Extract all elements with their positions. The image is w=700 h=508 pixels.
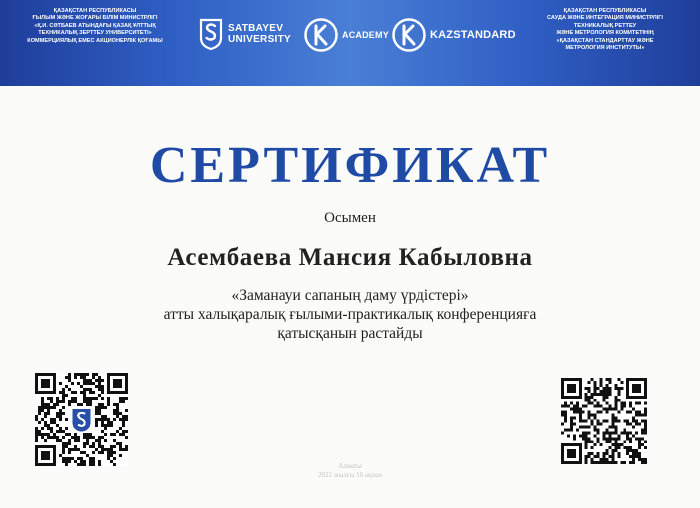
banner-right-line: ТЕХНИКАЛЫҚ РЕТТЕУ — [573, 22, 637, 29]
academy-k-circle-icon — [304, 18, 338, 52]
description-line: қатысқанын растайды — [277, 325, 423, 342]
satbayev-logo-text — [228, 23, 291, 45]
certificate-intro: Осымен — [324, 210, 376, 226]
satbayev-shield-icon — [198, 18, 224, 50]
banner-right-line: САУДА ЖӘНЕ ИНТЕГРАЦИЯ МИНИСТРЛІГІ — [547, 15, 663, 22]
footer-date: 2022 жылғы 10 ақпан — [318, 471, 382, 479]
header-banner — [0, 0, 700, 86]
footer-place-date — [0, 462, 700, 480]
academy-logo-text: ACADEMY — [342, 30, 389, 40]
kazstandard-logo — [392, 18, 516, 52]
qr-code-left — [35, 373, 128, 466]
description-line: «Заманауи сапаның даму үрдістері» — [231, 287, 469, 304]
banner-right-line: МЕТРОЛОГИЯ ИНСТИТУТЫ» — [565, 45, 645, 52]
certificate-title: СЕРТИФИКАТ — [149, 137, 551, 194]
satbayev-shield-icon — [68, 406, 95, 433]
satbayev-line2: UNIVERSITY — [228, 34, 292, 45]
banner-left-line: ТЕХНИКАЛЫҚ ЗЕРТТЕУ УНИВЕРСИТЕТІ» — [38, 30, 152, 37]
banner-left-line: ҚАЗАҚСТАН РЕСПУБЛИКАСЫ — [53, 8, 137, 14]
banner-right-line: «ҚАЗАҚСТАН СТАНДАРТТАУ ЖӘНЕ — [556, 37, 654, 44]
satbayev-logo — [198, 18, 291, 50]
satbayev-line1: SATBAYEV — [228, 23, 284, 34]
qr-code-right — [561, 378, 647, 464]
standards-institute-text — [526, 8, 684, 52]
description-line: атты халықаралық ғылыми-практикалық конференцияға — [163, 306, 537, 323]
kazstandard-k-circle-icon — [392, 18, 426, 52]
banner-left-line: «Қ.И. СӘТБАЕВ АТЫНДАҒЫ ҚАЗАҚ ҰЛТТЫҚ — [34, 22, 156, 29]
academy-logo — [304, 18, 389, 52]
kazstandard-logo-text: KAZSTANDARD — [430, 29, 516, 41]
banner-right-line: ЖӘНЕ МЕТРОЛОГИЯ КОМИТЕТІНІҢ — [556, 30, 654, 37]
certificate-description — [0, 286, 700, 343]
qr-code-icon — [35, 373, 128, 466]
banner-left-line: ҒЫЛЫМ ЖӘНЕ ЖОҒАРЫ БІЛІМ МИНИСТРЛІГІ — [32, 15, 158, 22]
recipient-name: Асембаева Мансия Кабыловна — [167, 244, 533, 271]
footer-city: Алматы — [338, 462, 362, 470]
banner-left-line: КОММЕРЦИЯЛЫҚ ЕМЕС АКЦИОНЕРЛІК ҚОҒАМЫ — [27, 37, 163, 44]
banner-right-line: ҚАЗАҚСТАН РЕСПУБЛИКАСЫ — [563, 8, 647, 14]
university-ministry-text — [20, 8, 170, 45]
qr-code-icon — [561, 378, 647, 464]
